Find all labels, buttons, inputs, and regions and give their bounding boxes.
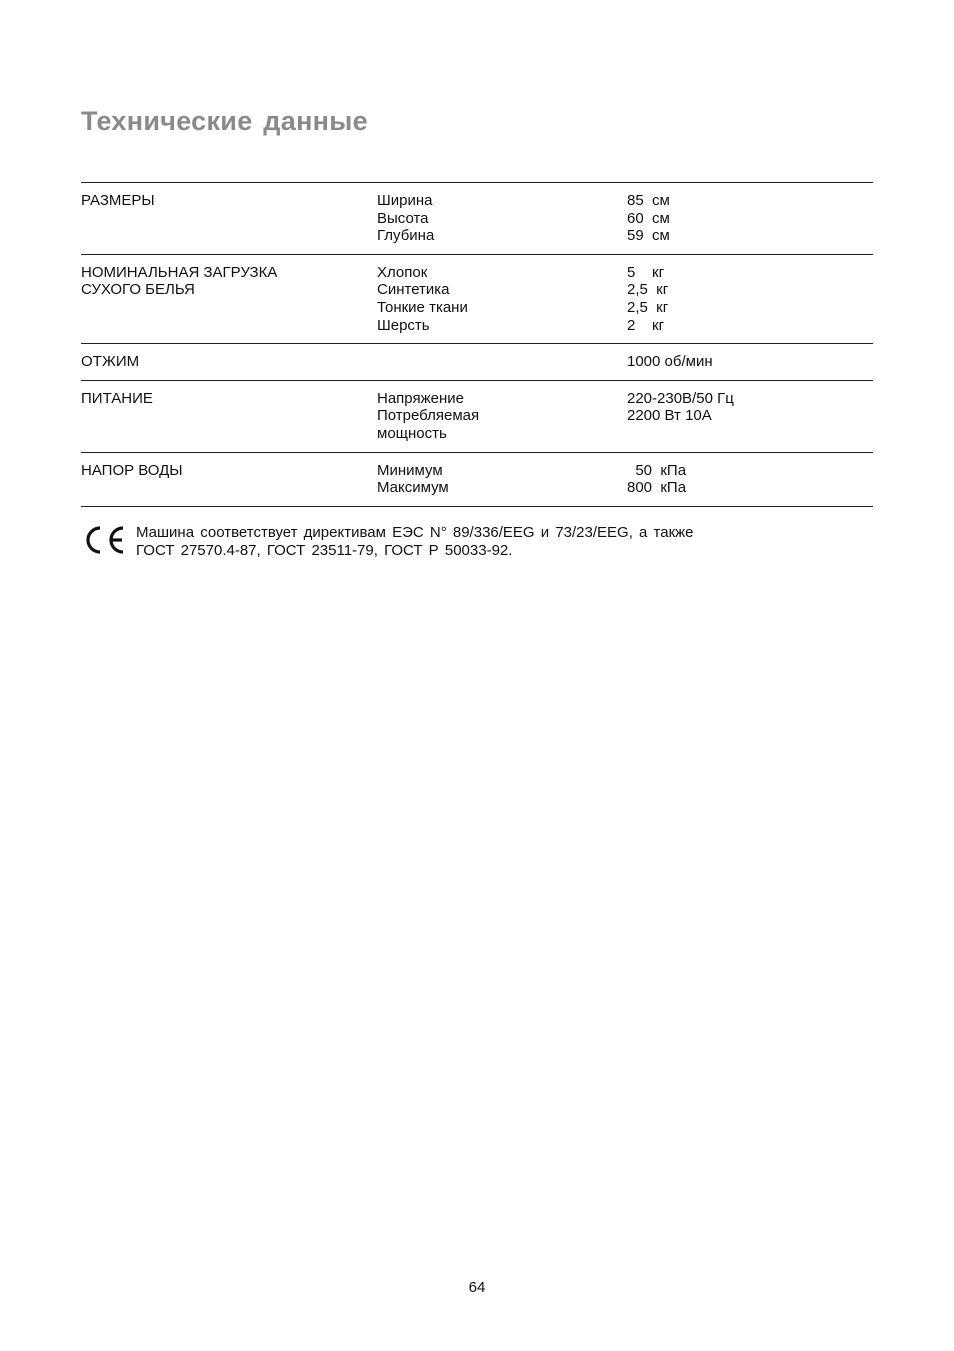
spec-value: 60 см [627, 209, 670, 227]
spec-row [81, 183, 873, 255]
spec-label: ПИТАНИЕ [81, 389, 153, 407]
spec-param: мощность [377, 424, 447, 442]
spec-table [81, 182, 873, 507]
spec-label-cell [81, 353, 377, 371]
spec-label: НАПОР ВОДЫ [81, 461, 183, 479]
spec-param: Минимум [377, 461, 443, 479]
spec-value: 1000 об/мин [627, 353, 713, 371]
spec-param: Глубина [377, 227, 435, 245]
compliance-text [136, 524, 694, 559]
spec-param: Тонкие ткани [377, 298, 468, 316]
page-number: 64 [468, 1279, 486, 1296]
ce-mark-icon [81, 524, 127, 556]
spec-label: СУХОГО БЕЛЬЯ [81, 281, 195, 299]
spec-value: 2,5 кг [627, 281, 669, 299]
spec-param: Напряжение [377, 389, 464, 407]
spec-row [81, 344, 873, 381]
page-title: Технические данные [81, 106, 368, 136]
spec-label: РАЗМЕРЫ [81, 192, 155, 209]
spec-param-cell [377, 192, 627, 245]
spec-value: 50 кПа [627, 461, 687, 479]
spec-param: Синтетика [377, 281, 450, 299]
spec-value: 5 кг [627, 263, 665, 281]
spec-label-cell [81, 192, 377, 210]
compliance-line: ГОСТ 27570.4-87, ГОСТ 23511-79, ГОСТ Р 50033-92. [136, 541, 513, 559]
spec-row [81, 381, 873, 453]
spec-value: 59 см [627, 227, 670, 245]
spec-param: Высота [377, 209, 429, 227]
spec-value-cell [627, 264, 867, 334]
spec-value-cell [627, 390, 867, 425]
spec-value-cell [627, 192, 867, 245]
spec-row [81, 255, 873, 344]
spec-param: Потребляемая [377, 407, 480, 425]
spec-label: НОМИНАЛЬНАЯ ЗАГРУЗКА [81, 263, 278, 281]
spec-value-cell [627, 353, 867, 371]
spec-value: 800 кПа [627, 479, 687, 497]
spec-value: 2200 Вт 10А [627, 407, 712, 425]
spec-param-cell [377, 390, 627, 443]
spec-param: Хлопок [377, 263, 428, 281]
spec-label-cell [81, 390, 377, 408]
spec-value: 220-230В/50 Гц [627, 389, 734, 407]
spec-param-cell [377, 264, 627, 334]
spec-value-cell [627, 462, 867, 497]
spec-label: ОТЖИМ [81, 353, 140, 371]
spec-param: Ширина [377, 192, 433, 209]
spec-value: 85 см [627, 192, 670, 209]
spec-param: Шерсть [377, 316, 430, 334]
spec-value: 2,5 кг [627, 298, 669, 316]
compliance-line: Машина соответствует директивам ЕЭС N° 89/336/EEG и 73/23/EEG, а также [136, 524, 694, 541]
spec-param-cell [377, 462, 627, 497]
spec-label-cell [81, 264, 377, 299]
spec-param: Максимум [377, 479, 449, 497]
spec-value: 2 кг [627, 316, 665, 334]
spec-label-cell [81, 462, 377, 480]
spec-row [81, 453, 873, 507]
